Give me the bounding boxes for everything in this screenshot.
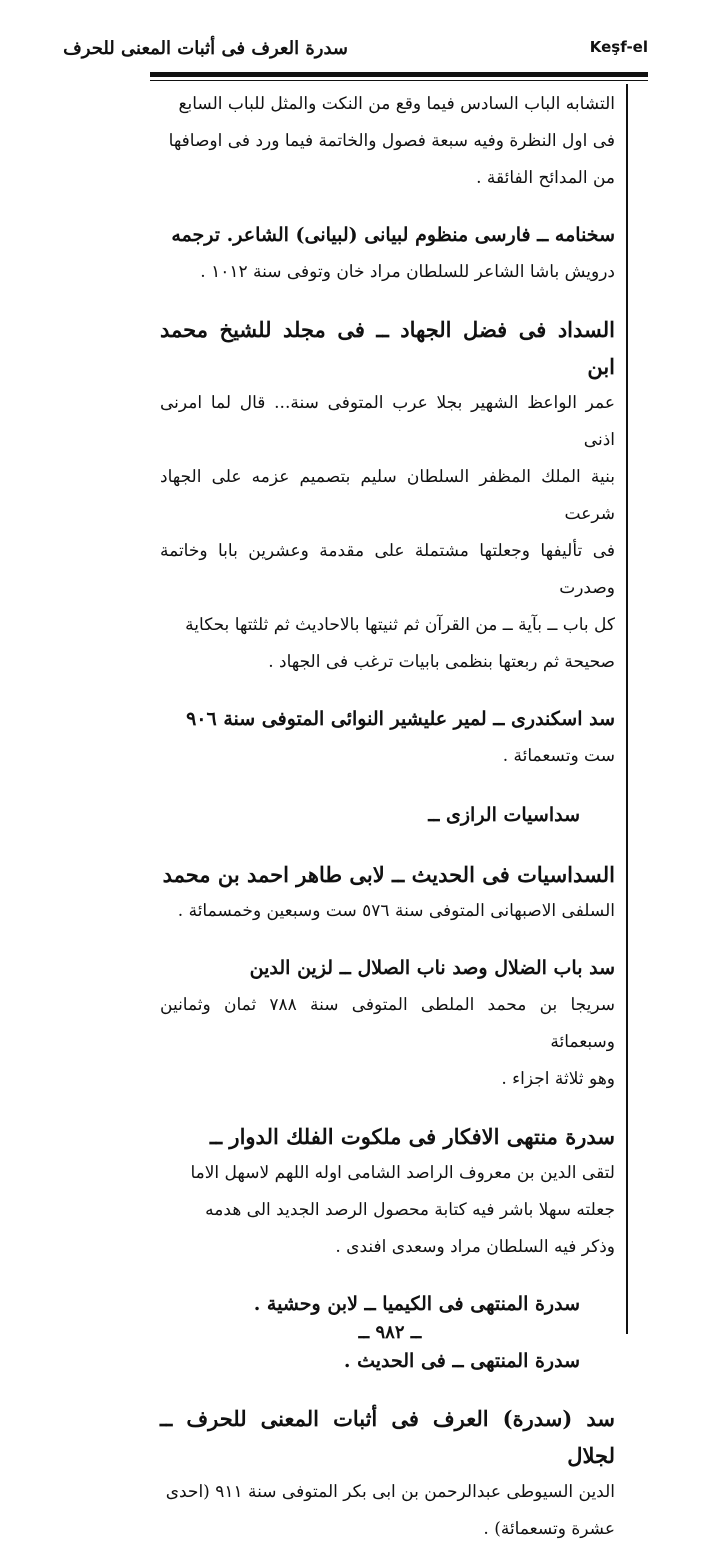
header-rule-thick	[150, 72, 648, 77]
entry-line: جعلته سهلا باشر فيه كتابة محصول الرصد الجديد الى هدمه	[205, 1200, 615, 1220]
entry-sudasiyat-razi	[160, 797, 615, 834]
entry-line: لتقى الدين بن معروف الراصد الشامى اوله اللهم لاسهل الاما	[190, 1163, 615, 1183]
page-header	[63, 30, 648, 72]
entry-line: السلفى الاصبهانى المتوفى سنة ٥٧٦ ست وسبعين وخمسمائة .	[177, 901, 615, 921]
running-head: Keşf-el	[589, 38, 648, 56]
entry-line: سريجا بن محمد الملطى المتوفى سنة ٧٨٨ ثمان وثمانين وسبعمائة	[160, 995, 615, 1052]
entry-line: وذكر فيه السلطان مراد وسعدى افندى .	[335, 1237, 615, 1257]
entry-line: السداسيات فى الحديث ــ لابى طاهر احمد بن محمد	[162, 862, 615, 887]
entry-line: عمر الواعظ الشهير بجلا عرب المتوفى سنة... قال لما امرنى اذنى	[160, 393, 615, 450]
header-title: سدرة العرف فى أثبات المعنى للحرف	[63, 38, 348, 59]
entry-line: سدرة منتهى الافكار فى ملكوت الفلك الدوار ــ	[209, 1124, 615, 1149]
entry-line: ست وتسعمائة .	[502, 746, 615, 766]
entry-line: سد اسكندرى ــ لمير عليشير النوائى المتوفى سنة ٩٠٦	[186, 708, 615, 730]
entry-line: فى تأليفها وجعلتها مشتملة على مقدمة وعشرين بابا وخاتمة وصدرت	[160, 541, 615, 598]
entry-line: من المدائح الفائقة .	[476, 168, 615, 188]
entry-line: السداد فى فضل الجهاد ــ فى مجلد للشيخ محمد ابن	[160, 317, 615, 379]
entry-line: سد باب الضلال وصد ناب الصلال ــ لزين الدين	[249, 957, 615, 979]
entry-line: فى اول النظرة وفيه سبعة فصول والخاتمة فيما ورد فى اوصافها	[168, 131, 615, 151]
entry-line: درويش باشا الشاعر للسلطان مراد خان وتوفى سنة ١٠١٢ .	[200, 262, 615, 282]
entry-line: سداسيات الرازى ــ	[428, 804, 580, 826]
header-rule-thin	[150, 80, 648, 81]
entry-sakhinama	[160, 217, 615, 291]
entry-line: وهو ثلاثة اجزاء .	[501, 1069, 615, 1089]
entry-sidrat-muntaha-afkar	[160, 1118, 615, 1266]
entry-sidrat-hadith	[160, 1343, 615, 1380]
entry-sadd-bab	[160, 950, 615, 1098]
entry-sadad	[160, 311, 615, 681]
entry-line: سدرة المنتهى فى الكيميا ــ لابن وحشية .	[253, 1293, 580, 1315]
entry-line: بنية الملك المظفر السلطان سليم بتصميم عزمه على الجهاد شرعت	[160, 467, 615, 524]
entry-sidrat-urf	[160, 1400, 615, 1548]
entry-line: سخنامه ــ فارسى منظوم لبيانى (لبيانى) الشاعر. ترجمه	[171, 224, 615, 246]
entry-line: سدرة المنتهى ــ فى الحديث .	[343, 1350, 580, 1372]
entry-line: صحيحة ثم ربعتها بنظمى بابيات ترغب فى الجهاد .	[268, 652, 615, 672]
entry-line: سد (سدرة) العرف فى أثبات المعنى للحرف ــ لجلال	[160, 1406, 615, 1468]
entry-sadd-iskandari	[160, 701, 615, 775]
entry-line: الدين السيوطى عبدالرحمن بن ابى بكر المتوفى سنة ٩١١ (احدى	[165, 1482, 615, 1502]
entry-tashabuh	[160, 86, 615, 197]
entry-line: كل باب ــ بآية ــ من القرآن ثم ثنيتها بالاحاديث ثم ثلثتها بحكاية	[185, 615, 615, 635]
entry-sidrat-kimiya	[160, 1286, 615, 1323]
page-number: ــ ٩٨٢ ــ	[358, 1322, 422, 1343]
margin-rule	[626, 84, 628, 1334]
entry-line: عشرة وتسعمائة) .	[483, 1519, 615, 1539]
entry-line: التشابه الباب السادس فيما وقع من النكت والمثل للباب السابع	[178, 94, 615, 114]
entry-sudasiyat-hadith	[160, 856, 615, 930]
